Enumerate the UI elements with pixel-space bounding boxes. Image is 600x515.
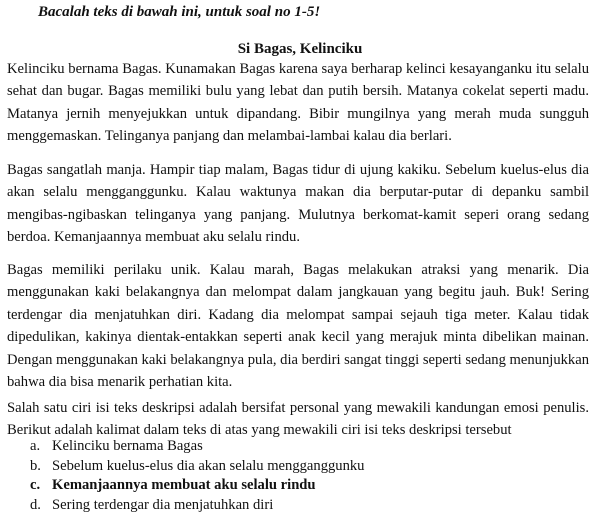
- option-text: Kemanjaannya membuat aku selalu rindu: [52, 477, 316, 493]
- option-text: Sering terdengar dia menjatuhkan diri: [52, 497, 273, 513]
- paragraph-3: Bagas memiliki perilaku unik. Kalau marah, Bagas melakukan atraksi yang menarik. Dia menggunakan kaki belakangnya dan melompat dalam jangkauan yang begitu jauh. Buk! Sering terdengar dia menjatuhkan diri. Kadang dia melompat sampai sejauh tiga meter. Kalau tidak dipedulikan, kakinya dientak-entakkan seperti anak kecil yang merajuk minta dibelikan mainan. Dengan menggunakan kaki belakangnya pula, dia berdiri sangat tinggi seperti sedang menunjukkan bahwa dia bisa menarik perhatian kita.: [7, 259, 589, 393]
- answer-options: [30, 437, 364, 515]
- instruction-text: Bacalah teks di bawah ini, untuk soal no 1-5!: [38, 2, 320, 22]
- option-letter: b.: [30, 457, 52, 477]
- option-a[interactable]: [30, 437, 364, 457]
- option-text: Sebelum kuelus-elus dia akan selalu mengganggunku: [52, 458, 364, 474]
- option-c[interactable]: [30, 476, 364, 496]
- option-letter: d.: [30, 496, 52, 515]
- option-text: Kelinciku bernama Bagas: [52, 438, 203, 454]
- story-title: Si Bagas, Kelinciku: [0, 39, 600, 59]
- question-text: Salah satu ciri isi teks deskripsi adalah bersifat personal yang mewakili kandungan emosi penulis. Berikut adalah kalimat dalam teks di atas yang mewakili ciri isi teks deskripsi tersebut: [7, 397, 589, 442]
- option-letter: a.: [30, 437, 52, 457]
- option-letter: c.: [30, 476, 52, 496]
- option-b[interactable]: [30, 457, 364, 477]
- option-d[interactable]: [30, 496, 364, 515]
- paragraph-1: Kelinciku bernama Bagas. Kunamakan Bagas karena saya berharap kelinci kesayanganku itu selalu sehat dan bugar. Bagas memiliki bulu yang lebat dan putih bersih. Matanya cokelat seperti madu. Matanya jernih menyejukkan untuk dipandang. Bibir mungilnya yang merah muda sungguh menggemaskan. Telinganya panjang dan melambai-lambai kalau dia berlari.: [7, 58, 589, 148]
- paragraph-2: Bagas sangatlah manja. Hampir tiap malam, Bagas tidur di ujung kakiku. Sebelum kuelus-elus dia akan selalu mengganggunku. Kalau waktunya makan dia berputar-putar di depanku sambil mengibas-ngibaskan telinganya yang panjang. Mulutnya berkomat-kamit seperi orang sedang berdoa. Kemanjaannya membuat aku selalu rindu.: [7, 159, 589, 249]
